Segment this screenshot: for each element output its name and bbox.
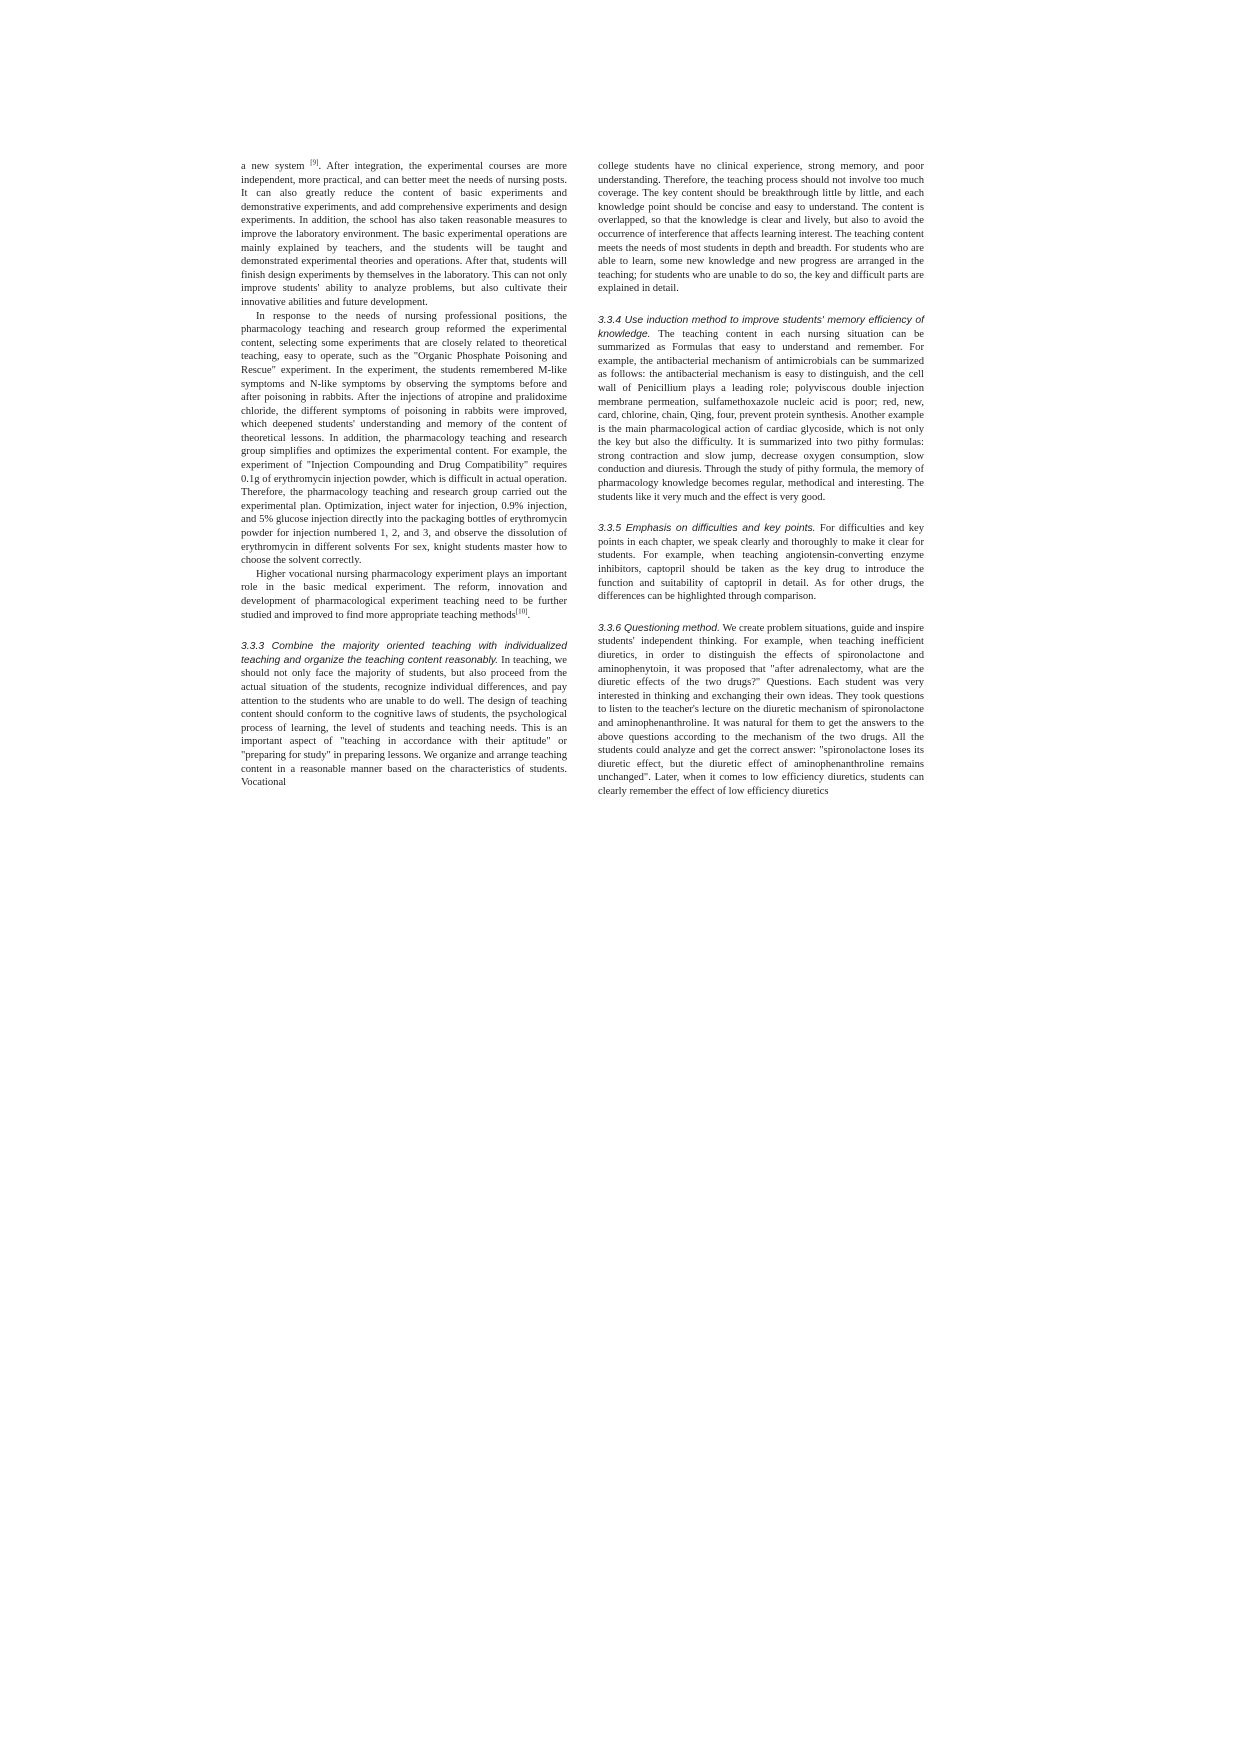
right-column [598,160,924,799]
section-3-3-6 [598,622,924,799]
section-3-3-3 [241,640,567,790]
citation: [9] [310,158,319,167]
section-body: We create problem situations, guide and inspire students' independent thinking. For example, when teaching inefficient diuretics, in order to distinguish the effects of spironolactone and aminophenytoin, it was proposed that "after adrenalectomy, what are the diuretic effects of the two drugs?" Questions. Each student was very interested in thinking and exchanging their own ideas. They took questions to listen to the teacher's lecture on the diuretic mechanism of spironolactone and aminophenanthroline. It was natural for them to get the answers to the above questions according to the mechanism of the two drugs. All the students could analyze and get the correct answer: "spironolactone loses its diuretic effect, but the diuretic effect of aminophenanthroline remains unchanged". Later, when it comes to low efficiency diuretics, students can clearly remember the effect of low efficiency diuretics [598,622,924,797]
citation: [10] [515,607,528,616]
section-heading: 3.3.4 Use induction method to improve students' memory efficiency of knowledge. [598,314,924,340]
paragraph [241,568,567,622]
section-heading: 3.3.6 Questioning method. [598,622,720,634]
section-heading: 3.3.5 Emphasis on difficulties and key points. [598,523,816,535]
left-column [241,160,567,790]
paragraph-text: Higher vocational nursing pharmacology experiment plays an important role in the basic medical experiment. The reform, innovation and development of pharmacological experiment teaching need to be further studied and improved to find more appropriate teaching methods [241,568,567,621]
paragraph-text: a new system [241,161,311,172]
section-3-3-5 [598,522,924,604]
section-heading: 3.3.3 Combine the majority oriented teaching with individualized teaching and organize the teaching content reasonably. [241,641,567,666]
section-body: In teaching, we should not only face the majority of students, but also proceed from the actual situation of the students, recognize individual differences, and pay attention to the students who are unable to do well. The design of teaching content should conform to the cognitive laws of students, the psychological process of learning, the level of students and teaching needs. This is an important aspect of "teaching in accordance with their aptitude" or "preparing for study" in preparing lessons. We organize and arrange teaching content in a reasonable manner based on the characteristics of students. Vocational [241,654,568,789]
paragraph: In response to the needs of nursing professional positions, the pharmacology teaching and research group reformed the experimental content, selecting some experiments that are closely related to theoretical teaching, easy to operate, such as the "Organic Phosphate Poisoning and Rescue" experiment. In the experiment, the students remembered M-like symptoms and N-like symptoms by observing the symptoms before and after poisoning in rabbits. After the injections of atropine and pralidoxime chloride, the different symptoms of poisoning in rabbits were improved, which deepened students' understanding and memory of the content of theoretical lessons. In addition, the pharmacology teaching and research group simplifies and optimizes the experimental content. For example, the experiment of "Injection Compounding and Drug Compatibility" requires 0.1g of erythromycin injection powder, which is difficult in actual operation. Therefore, the pharmacology teaching and research group carried out the experimental plan. Optimization, inject water for injection, 0.9% injection, and 5% glucose injection directly into the packaging bottles of erythromycin powder for injection numbered 1, 2, and 3, and observe the dissolution of erythromycin in different solvents For sex, knight students master how to choose the solvent correctly. [241,310,567,567]
section-body: The teaching content in each nursing situation can be summarized as Formulas that easy to understand and remember. For example, the antibacterial mechanism of antimicrobials can be summarized as follows: the antibacterial mechanism is easy to distinguish, and the cell wall of Penicillium plays a leading role; polyviscous double injection membrane permeation, sulfamethoxazole nucleic acid is poor; red, new, card, chlorine, chain, Qing, four, prevent protein synthesis. Another example is the main pharmacological action of cardiac glycoside, which is not only the key but also the difficulty. It is summarized into two pithy formulas: strong contraction and slow jump, decrease oxygen consumption, slow conduction and diuresis. Through the study of pithy formula, the memory of pharmacology knowledge becomes regular, methodical and interesting. The students like it very much and the effect is very good. [598,328,924,503]
paragraph [241,160,567,310]
paragraph: college students have no clinical experience, strong memory, and poor understanding. Therefore, the teaching process should not involve too much coverage. The key content should be breakthrough little by little, and each knowledge point should be concise and easy to understand. The content is overlapped, so that the knowledge is clear and lively, but also to avoid the occurrence of interference that affects learning interest. The teaching content meets the needs of most students in depth and breadth. For students who are able to learn, some new knowledge and new progress are arranged in the teaching; for students who are unable to do so, the key and difficult parts are explained in detail. [598,161,924,295]
paragraph-text: . After integration, the experimental courses are more independent, more practical, and can better meet the needs of nursing posts. It can also greatly reduce the content of basic experiments and demonstrative experiments, and add comprehensive experiments and design experiments. In addition, the school has also taken reasonable measures to improve the laboratory environment. The basic experimental operations are mainly explained by teachers, and the students will be taught and demonstrated experimental theories and operations. After that, students will finish design experiments by themselves in the laboratory. This can not only improve students' ability to analyze problems, but also cultivate their innovative abilities and future development. [241,161,567,308]
paragraph-end: . [527,609,531,621]
section-body: For difficulties and key points in each chapter, we speak clearly and thoroughly to make it clear for students. For example, when teaching angiotensin-converting enzyme inhibitors, captopril should be taken as the key drug to introduce the function and suitability of captopril in detail. As for other drugs, the differences can be highlighted through comparison. [598,523,924,603]
section-3-3-4 [598,314,924,504]
